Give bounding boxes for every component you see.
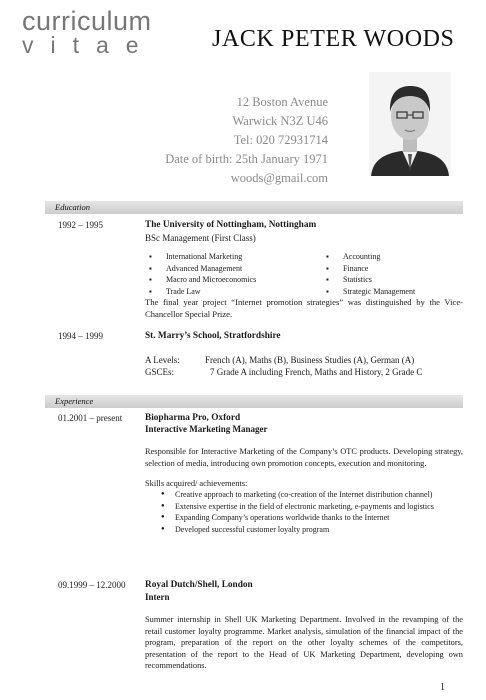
course-item: ▪ Advanced Management [145, 263, 256, 275]
telephone: Tel: 020 72931714 [233, 133, 328, 147]
exp1-skills-label: Skills acquired/ achievements: [145, 479, 248, 488]
edu1-degree: BSc Management (First Class) [145, 233, 256, 243]
achievement-item: ● Creative approach to marketing (co-creation of the Internet distribution channel) [145, 489, 445, 501]
profile-photo [369, 72, 451, 176]
alevels-label: A Levels: [145, 355, 180, 365]
edu1-note: The final year project “Internet promotion strategies” was distinguished by the Vice-Chancellor Special Prize. [145, 297, 463, 319]
experience-section-bar [45, 395, 463, 408]
education-section-bar [45, 201, 463, 214]
gcse-label: GSCEs: [145, 367, 175, 377]
achievement-item: ● Extensive expertise in the field of electronic marketing, e-payments and logistics [145, 501, 445, 513]
exp1-achievements [145, 489, 445, 535]
experience-heading: Experience [55, 396, 94, 406]
date-of-birth: Date of birth: 25th January 1971 [165, 152, 328, 166]
achievement-item: ● Developed successful customer loyalty program [145, 524, 445, 536]
exp1-company: Biopharma Pro, Oxford [145, 413, 241, 423]
edu1-courses-right [322, 251, 415, 297]
edu1-courses-left [145, 251, 256, 297]
exp2-company: Royal Dutch/Shell, London [145, 580, 253, 590]
course-item: ▪ Strategic Management [322, 286, 415, 298]
exp2-description: Summer internship in Shell UK Marketing Department. Involved in the revamping of the retail customer loyalty programme. Market analysis, simulation of the financial impact of the program, preparation of the report on the other loyalty schemes of the competitors, presentation of the report to the Head of UK Marketing Department, developing own recommendations. [145, 615, 463, 670]
exp1-role: Interactive Marketing Manager [145, 424, 268, 434]
exp1-description: Responsible for Interactive Marketing of the Company’s OTC products. Developing strategy, selection of media, introducing own promotion concepts, execution and monitoring. [145, 447, 463, 468]
course-item: ▪ International Marketing [145, 251, 256, 263]
course-item: ▪ Statistics [322, 274, 415, 286]
alevels-value: French (A), Maths (B), Business Studies (A), German (A) [205, 355, 415, 365]
exp2-role: Intern [145, 592, 170, 602]
edu1-institution: The University of Nottingham, Nottingham [145, 220, 317, 230]
edu2-dates: 1994 – 1999 [58, 331, 103, 341]
course-item: ▪ Accounting [322, 251, 415, 263]
email: woods@gmail.com [230, 171, 328, 185]
contact-block [165, 93, 328, 188]
title-curriculum: curriculum [22, 6, 152, 36]
course-item: ▪ Macro and Microeconomics [145, 274, 256, 286]
candidate-name: JACK PETER WOODS [212, 26, 455, 52]
course-item: ▪ Finance [322, 263, 415, 275]
achievement-item: ● Expanding Company’s operations worldwide thanks to the Internet [145, 512, 445, 524]
exp2-dates: 09.1999 – 12.2000 [58, 580, 126, 590]
gcse-value: 7 Grade A including French, Maths and History, 2 Grade C [210, 367, 423, 377]
education-heading: Education [55, 202, 90, 212]
edu2-institution: St. Marry’s School, Stratfordshire [145, 331, 281, 341]
edu1-dates: 1992 – 1995 [58, 220, 103, 230]
exp1-dates: 01.2001 – present [58, 413, 123, 423]
course-item: ▪ Trade Law [145, 286, 256, 298]
address-line-1: 12 Boston Avenue [236, 95, 328, 109]
address-line-2: Warwick N3Z U46 [232, 114, 328, 128]
page-number: 1 [440, 682, 445, 693]
title-vitae: vitae [22, 32, 156, 58]
